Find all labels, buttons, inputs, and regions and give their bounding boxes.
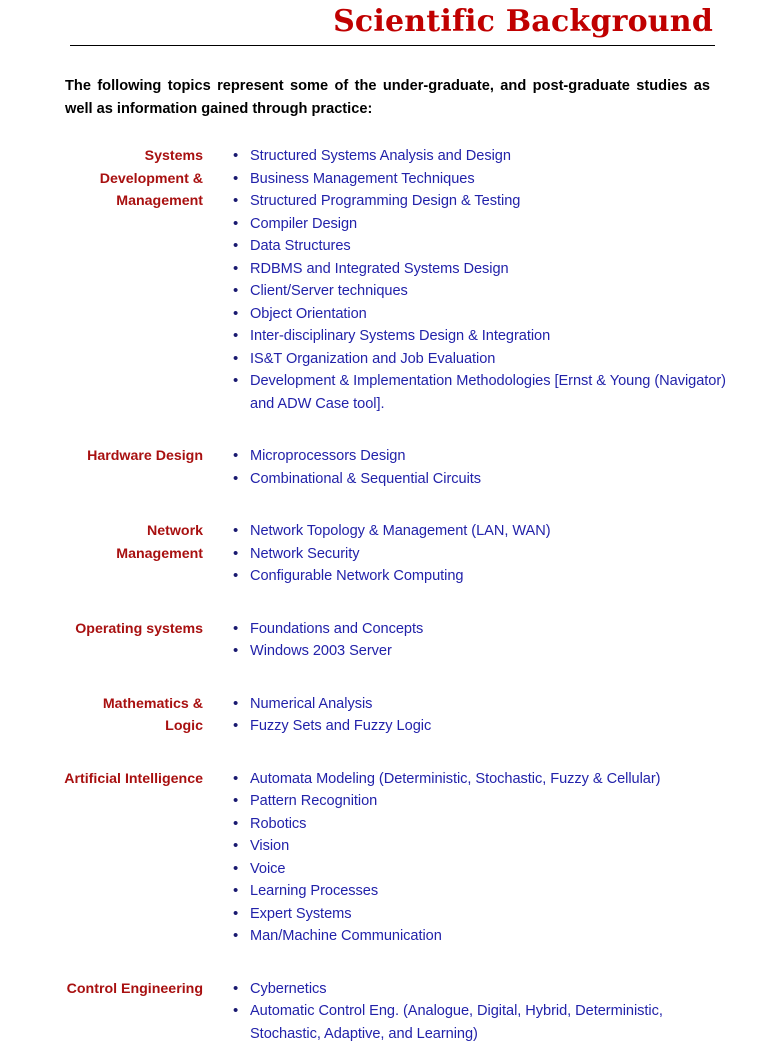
- intro-text: The following topics represent some of the under-graduate, and post-graduate studies as well as information gained through practice:: [65, 78, 710, 117]
- list-item: [233, 348, 751, 371]
- bullet-icon: •: [233, 147, 239, 164]
- list-item-label: Structured Programming Design & Testing: [250, 193, 521, 209]
- list-item: [233, 468, 739, 491]
- list-item: [233, 325, 751, 348]
- section-label: Artificial Intelligence: [64, 770, 203, 787]
- section-label: Control Engineering: [66, 980, 203, 997]
- bullet-icon: •: [233, 469, 239, 487]
- list-item: [233, 303, 751, 326]
- list-item: [233, 768, 694, 791]
- section-item-list: [233, 768, 779, 948]
- list-item-label: Network Security: [250, 545, 360, 562]
- list-item: [233, 858, 694, 881]
- list-item-label: Object Orientation: [250, 305, 367, 322]
- list-item-label: Configurable Network Computing: [250, 568, 464, 584]
- list-item-label: Network Topology & Management (LAN, WAN): [250, 523, 551, 539]
- bullet-icon: •: [233, 717, 239, 734]
- list-item-label: Robotics: [250, 815, 307, 832]
- list-item-label: Foundations and Concepts: [250, 620, 424, 637]
- page-header: [0, 0, 779, 46]
- bullet-icon: •: [233, 859, 239, 877]
- list-item-label: Structured Systems Analysis and Design: [250, 148, 511, 164]
- list-item-label: Expert Systems: [250, 905, 352, 922]
- list-item: [233, 835, 694, 858]
- topic-section: [0, 445, 779, 490]
- topic-sections: [0, 145, 779, 1045]
- list-item: [233, 925, 694, 948]
- list-item: [233, 618, 739, 641]
- list-item-label: IS&T Organization and Job Evaluation: [250, 350, 496, 367]
- list-item: [233, 978, 669, 1001]
- topic-section: [0, 618, 779, 663]
- list-item-label: Microprocessors Design: [250, 448, 406, 464]
- bullet-icon: •: [233, 979, 239, 997]
- list-item-label: Development & Implementation Methodologies [Ernst & Young (Navigator) and ADW Case tool].: [250, 373, 726, 412]
- list-item-label: Pattern Recognition: [250, 793, 378, 809]
- topic-section: [0, 978, 779, 1046]
- list-item-label: Fuzzy Sets and Fuzzy Logic: [250, 718, 432, 734]
- list-item: [233, 370, 751, 415]
- section-item-list: [233, 145, 779, 415]
- list-item: [233, 565, 739, 588]
- bullet-icon: •: [233, 882, 239, 899]
- list-item-label: Windows 2003 Server: [250, 643, 392, 659]
- bullet-icon: •: [233, 1002, 239, 1019]
- section-label: Hardware Design: [87, 448, 203, 464]
- bullet-icon: •: [233, 447, 239, 464]
- section-item-list: [233, 520, 779, 588]
- bullet-icon: •: [233, 192, 239, 209]
- bullet-icon: •: [233, 837, 239, 854]
- section-label: Operating systems: [75, 620, 203, 637]
- list-item-label: RDBMS and Integrated Systems Design: [250, 260, 509, 277]
- title-divider: [70, 45, 715, 46]
- list-item-label: Automata Modeling (Deterministic, Stochastic, Fuzzy & Cellular): [250, 770, 661, 787]
- bullet-icon: •: [233, 522, 239, 539]
- bullet-icon: •: [233, 694, 239, 712]
- list-item-label: Inter-disciplinary Systems Design & Integration: [250, 328, 551, 344]
- bullet-icon: •: [233, 237, 239, 254]
- bullet-icon: •: [233, 214, 239, 232]
- list-item: [233, 445, 739, 468]
- bullet-icon: •: [233, 544, 239, 562]
- list-item: [233, 145, 751, 168]
- list-item-label: Man/Machine Communication: [250, 928, 442, 944]
- topic-section: [0, 145, 779, 415]
- bullet-icon: •: [233, 927, 239, 944]
- list-item: [233, 715, 739, 738]
- section-label: Network Management: [116, 523, 203, 562]
- section-item-list: [233, 445, 779, 490]
- bullet-icon: •: [233, 349, 239, 367]
- list-item-label: Data Structures: [250, 238, 351, 254]
- list-item-label: Client/Server techniques: [250, 283, 408, 299]
- list-item: [233, 543, 739, 566]
- bullet-icon: •: [233, 327, 239, 344]
- topic-section: [0, 520, 779, 588]
- list-item: [233, 693, 739, 716]
- list-item: [233, 903, 694, 926]
- bullet-icon: •: [233, 769, 239, 787]
- list-item: [233, 1000, 669, 1045]
- list-item: [233, 790, 694, 813]
- list-item: [233, 190, 751, 213]
- bullet-icon: •: [233, 282, 239, 299]
- list-item-label: Business Management Techniques: [250, 170, 475, 187]
- bullet-icon: •: [233, 372, 239, 389]
- list-item-label: Vision: [250, 838, 290, 854]
- bullet-icon: •: [233, 304, 239, 322]
- page-title: Scientific Background: [333, 4, 713, 39]
- intro-paragraph: [65, 75, 710, 121]
- list-item-label: Numerical Analysis: [250, 695, 373, 712]
- list-item: [233, 168, 751, 191]
- bullet-icon: •: [233, 619, 239, 637]
- list-item: [233, 213, 751, 236]
- bullet-icon: •: [233, 567, 239, 584]
- bullet-icon: •: [233, 259, 239, 277]
- list-item: [233, 640, 739, 663]
- bullet-icon: •: [233, 169, 239, 187]
- section-item-list: [233, 978, 779, 1046]
- list-item-label: Combinational & Sequential Circuits: [250, 470, 482, 487]
- section-label: Systems Development & Management: [99, 148, 203, 209]
- list-item-label: Compiler Design: [250, 215, 358, 232]
- section-item-list: [233, 693, 779, 738]
- list-item-label: Cybernetics: [250, 980, 327, 997]
- list-item-label: Learning Processes: [250, 883, 379, 899]
- bullet-icon: •: [233, 642, 239, 659]
- bullet-icon: •: [233, 814, 239, 832]
- section-label: Mathematics & Logic: [102, 695, 203, 734]
- list-item: [233, 258, 751, 281]
- topic-section: [0, 768, 779, 948]
- bullet-icon: •: [233, 904, 239, 922]
- bullet-icon: •: [233, 792, 239, 809]
- list-item: [233, 280, 751, 303]
- list-item: [233, 235, 751, 258]
- list-item: [233, 813, 694, 836]
- list-item-label: Voice: [250, 860, 286, 877]
- section-item-list: [233, 618, 779, 663]
- topic-section: [0, 693, 779, 738]
- list-item: [233, 880, 694, 903]
- list-item-label: Automatic Control Eng. (Analogue, Digital, Hybrid, Deterministic, Stochastic, Adaptive, and Learning): [250, 1003, 663, 1042]
- list-item: [233, 520, 739, 543]
